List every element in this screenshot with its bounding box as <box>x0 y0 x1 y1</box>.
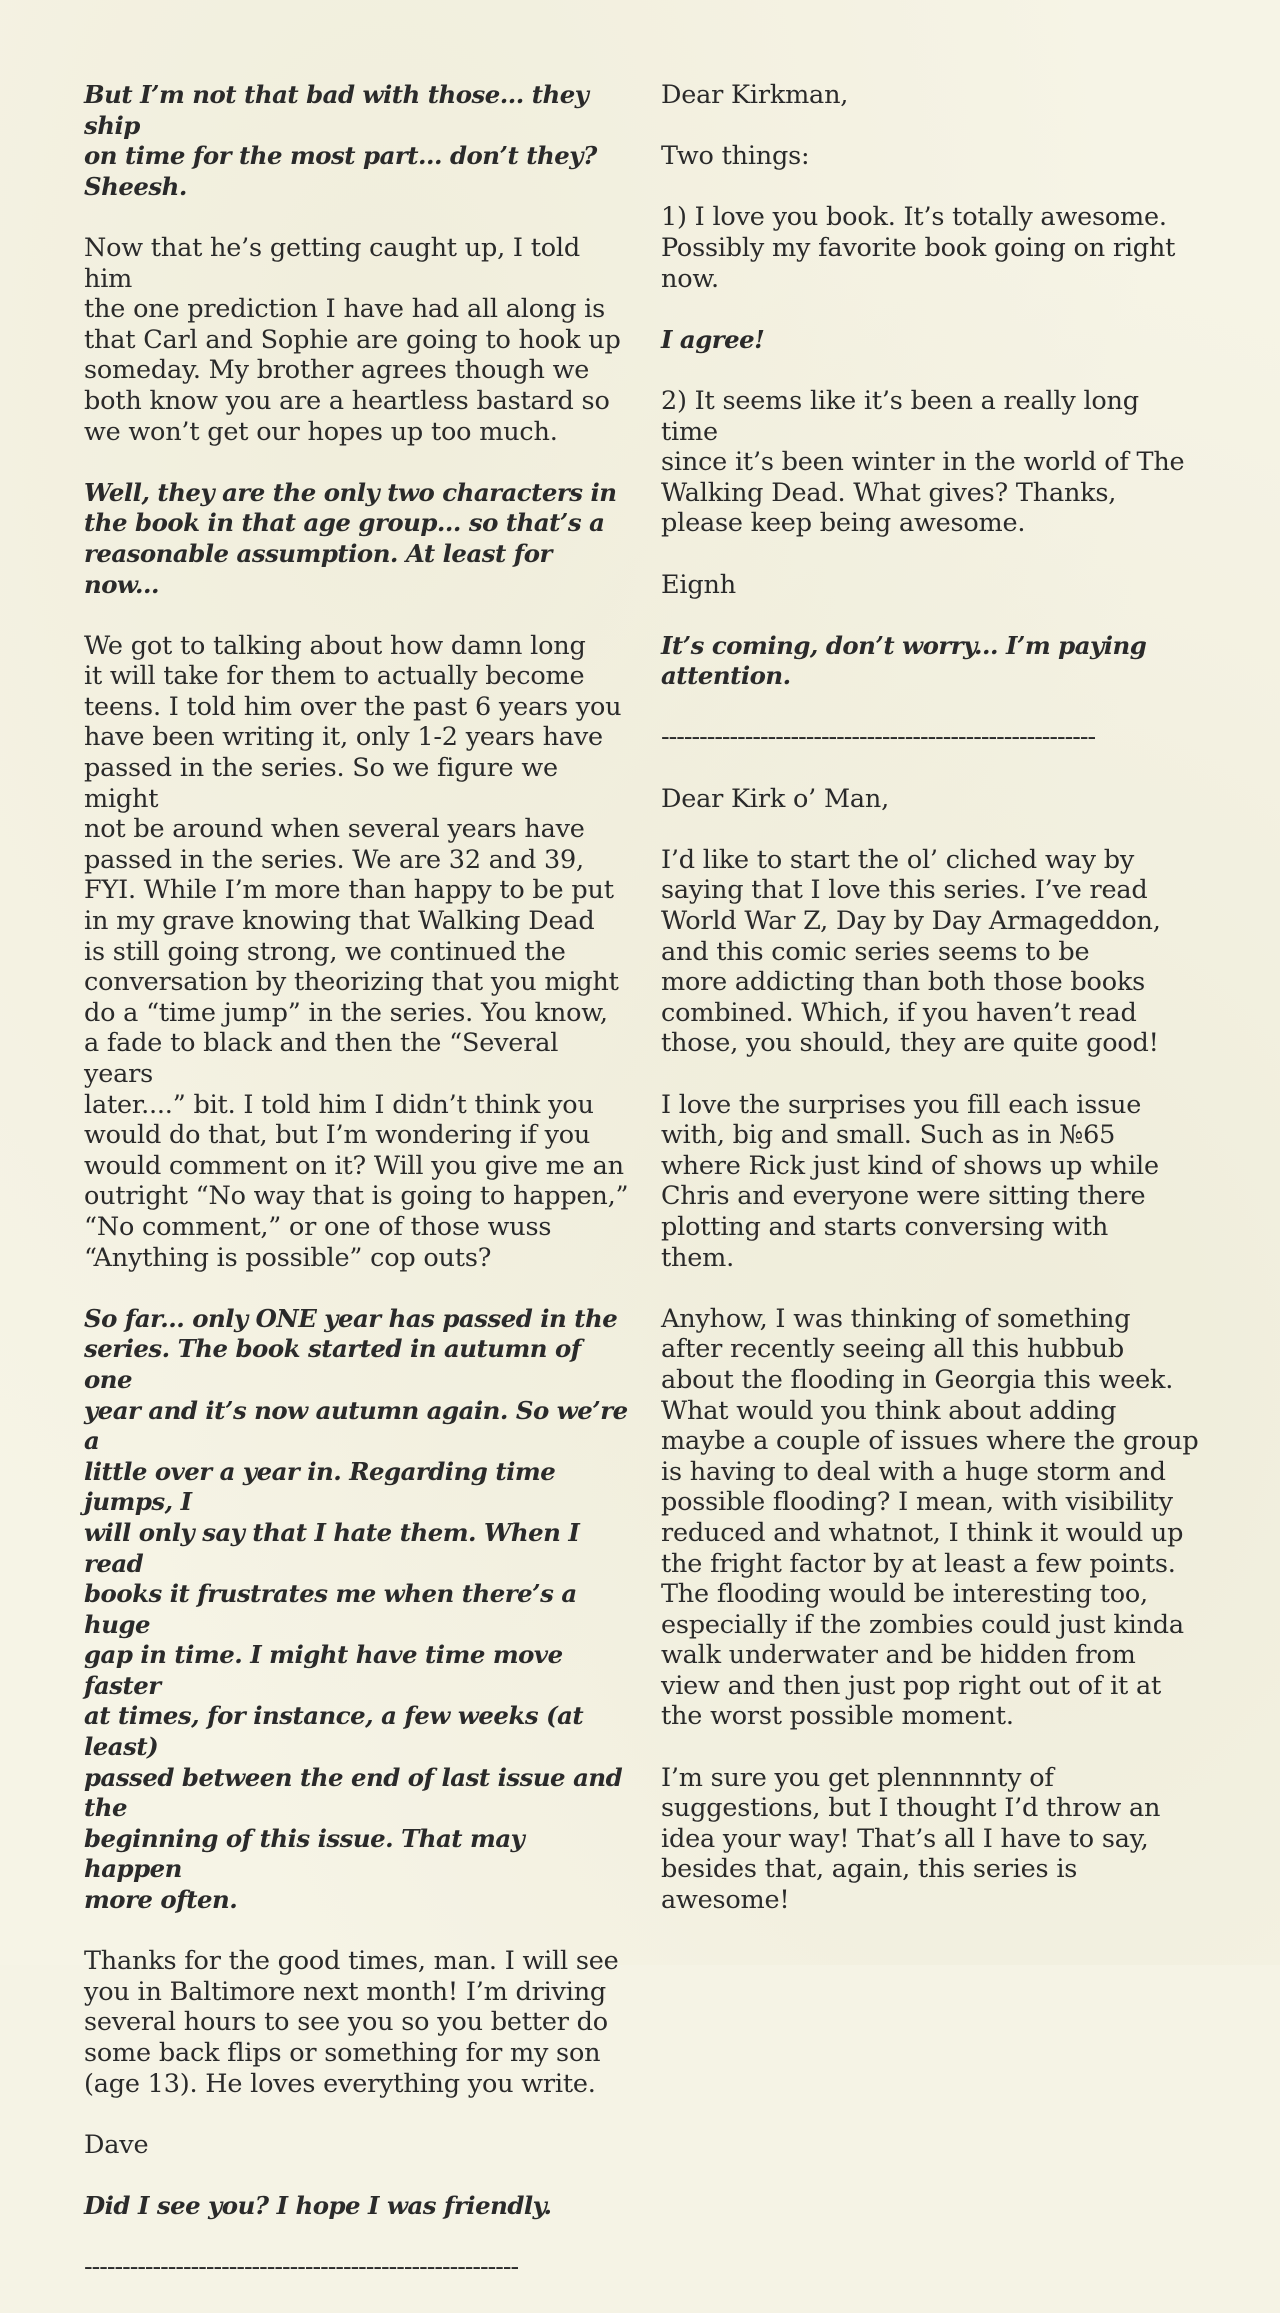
letter-paragraph-flooding: Anyhow, I was thinking of something after recently seeing all this hubbub about the flooding in Georgia this week. What would you think about adding maybe a couple of issues where the group is having to deal with a huge storm and possible flooding? I mean, with visibility reduced and whatnot, I think it would up the fright factor by at least a few points. The flooding would be interesting too, especially if the zombies could just kinda walk underwater and be hidden from view and then just pop right out of it at the worst possible moment. <box>661 1303 1199 1732</box>
salutation-dear-kirk-o-man: Dear Kirk o’ Man, <box>661 783 889 814</box>
letter-paragraph-surprises: I love the surprises you fill each issue with, big and small. Such as in №65 where Rick just kind of shows up while Chris and everyone were sitting there plotting and starts conversing with them. <box>661 1089 1159 1273</box>
right-column <box>661 80 1201 1946</box>
editor-reply-sheesh: But I’m not that bad with those... they ship on time for the most part... don’t they? Sheesh. <box>84 80 597 201</box>
editor-reply-agree: I agree! <box>661 324 765 354</box>
divider-right: --------------------------------------------------------- <box>661 722 1096 753</box>
salutation-dear-kirkman: Dear Kirkman, <box>661 80 849 110</box>
divider-left: --------------------------------------------------------- <box>84 2252 519 2283</box>
letter-paragraph-cliched: I’d like to start the ol’ cliched way by saying that I love this series. I’ve read World War Z, Day by Day Armageddon, and this comic series seems to be more addicting than both those books combined. Which, if you haven’t read those, you should, they are quite good! <box>661 844 1161 1059</box>
editor-reply-one-year: So far... only ONE year has passed in the series. The book started in autumn of one year and it’s now autumn again. So we’re a little over a year in. Regarding time jumps, I will only say that I hate them. When I read books it frustrates me when there’s a huge gap in time. I might have time move faster at times, for instance, a few weeks (at least) passed between the end of last issue and the beginning of this issue. That may happen more often. <box>84 1303 628 1915</box>
letter-paragraph-prediction: Now that he’s getting caught up, I told him the one prediction I have had all along is that Carl and Sophie are going to hook up someday. My brother agrees though we both know you are a heartless bastard so we won’t get our hopes up too much. <box>84 232 621 447</box>
letter-paragraph-time-jump: We got to talking about how damn long it will take for them to actually become teens. I told him over the past 6 years you have been writing it, only 1-2 years have passed in the series. So we figure we might not be around when several years have passed in the series. We are 32 and 39, FYI. While I’m more than happy to be put in my grave knowing that Walking Dead is still going strong, we continued the conversation by theorizing that you might do a “time jump” in the series. You know, a fade to black and then the “Several years later....” bit. I told him I didn’t think you would do that, but I’m wondering if you would comment on it? Will you give me an outright “No way that is going to happen,” “No comment,” or one of those wuss “Anything is possible” cop outs? <box>84 630 629 1273</box>
letter-signature-eignh: Eignh <box>661 569 736 600</box>
letter-paragraph-two-things: Two things: <box>661 141 810 172</box>
letter-signature-dave: Dave <box>84 2129 149 2160</box>
letter-paragraph-winter: 2) It seems like it’s been a really long time since it’s been winter in the world of The Walking Dead. What gives? Thanks, please keep being awesome. <box>661 385 1185 539</box>
editor-reply-coming: It’s coming, don’t worry... I’m paying attention. <box>661 630 1147 691</box>
editor-reply-age-group: Well, they are the only two characters in the book in that age group... so that’s a reasonable assumption. At least for now... <box>84 477 617 599</box>
left-column <box>84 80 629 2313</box>
letter-paragraph-thanks: Thanks for the good times, man. I will see you in Baltimore next month! I’m driving several hours to see you so you better do some back flips or something for my son (age 13). He loves everything you write. <box>84 1946 619 2099</box>
letter-paragraph-love-book: 1) I love you book. It’s totally awesome. Possibly my favorite book going on right now. <box>661 202 1176 294</box>
editor-reply-friendly: Did I see you? I hope I was friendly. <box>84 2190 552 2220</box>
letter-paragraph-suggestions: I’m sure you get plennnnnty of suggestions, but I thought I’d throw an idea your way! That’s all I have to say, besides that, again, this series is awesome! <box>661 1762 1161 1916</box>
